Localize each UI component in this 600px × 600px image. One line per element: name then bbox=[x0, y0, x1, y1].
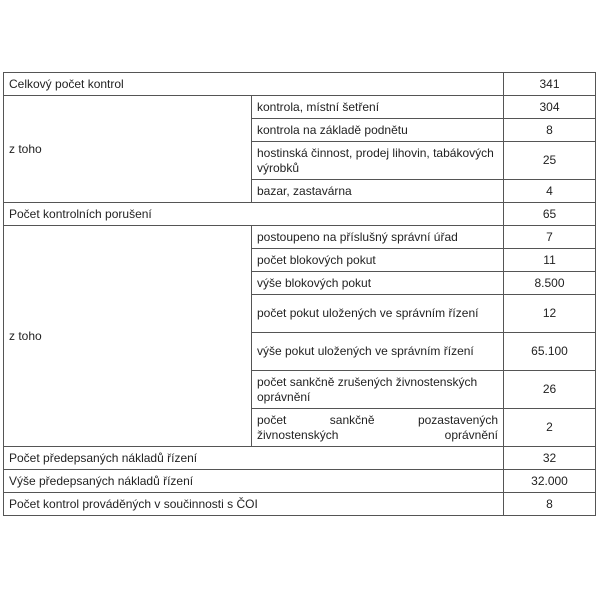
sub-item-value: 12 bbox=[504, 295, 596, 333]
row-label: Výše předepsaných nákladů řízení bbox=[4, 470, 504, 493]
sub-item-value: 2 bbox=[504, 409, 596, 447]
row-label: Počet kontrol prováděných v součinnosti s ČOI bbox=[4, 493, 504, 516]
sub-item-value: 8.500 bbox=[504, 272, 596, 295]
sub-item-label: bazar, zastavárna bbox=[252, 180, 504, 203]
row-value: 65 bbox=[504, 203, 596, 226]
table-row bbox=[4, 493, 596, 516]
table-row bbox=[4, 96, 596, 119]
row-label: Počet předepsaných nákladů řízení bbox=[4, 447, 504, 470]
sub-item-label: kontrola, místní šetření bbox=[252, 96, 504, 119]
inspection-statistics-table bbox=[3, 72, 596, 516]
sub-item-value: 26 bbox=[504, 371, 596, 409]
row-value: 32.000 bbox=[504, 470, 596, 493]
sub-item-label: počet blokových pokut bbox=[252, 249, 504, 272]
sub-item-value: 8 bbox=[504, 119, 596, 142]
row-value: 8 bbox=[504, 493, 596, 516]
sub-item-value: 65.100 bbox=[504, 333, 596, 371]
group-label: z toho bbox=[4, 226, 252, 447]
row-label: Počet kontrolních porušení bbox=[4, 203, 504, 226]
sub-item-value: 11 bbox=[504, 249, 596, 272]
table-row bbox=[4, 470, 596, 493]
sub-item-label: hostinská činnost, prodej lihovin, tabákových výrobků bbox=[252, 142, 504, 180]
table-row bbox=[4, 203, 596, 226]
sub-item-label: počet pokut uložených ve správním řízení bbox=[252, 295, 504, 333]
row-value: 341 bbox=[504, 73, 596, 96]
row-value: 32 bbox=[504, 447, 596, 470]
sub-item-value: 7 bbox=[504, 226, 596, 249]
sub-item-label: výše blokových pokut bbox=[252, 272, 504, 295]
row-label: Celkový počet kontrol bbox=[4, 73, 504, 96]
table-row bbox=[4, 447, 596, 470]
sub-item-value: 304 bbox=[504, 96, 596, 119]
sub-item-label: počet sankčně zrušených živnostenských oprávnění bbox=[252, 371, 504, 409]
sub-item-label: počet sankčně pozastavených živnostenských oprávnění bbox=[252, 409, 504, 447]
group-label: z toho bbox=[4, 96, 252, 203]
table-row bbox=[4, 226, 596, 249]
sub-item-value: 25 bbox=[504, 142, 596, 180]
sub-item-value: 4 bbox=[504, 180, 596, 203]
sub-item-label: výše pokut uložených ve správním řízení bbox=[252, 333, 504, 371]
sub-item-label: kontrola na základě podnětu bbox=[252, 119, 504, 142]
table-row bbox=[4, 73, 596, 96]
sub-item-label: postoupeno na příslušný správní úřad bbox=[252, 226, 504, 249]
